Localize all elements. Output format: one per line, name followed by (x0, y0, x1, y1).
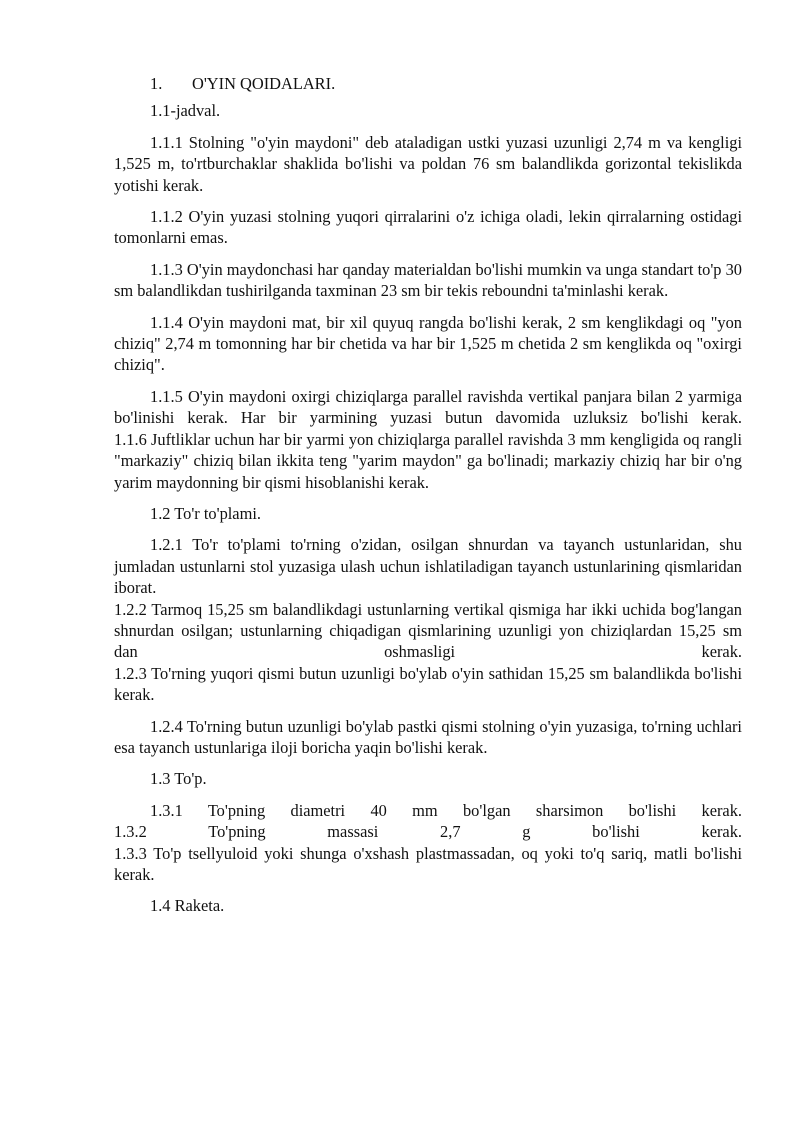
section-1-2-title: 1.2 To'r to'plami. (150, 503, 261, 523)
paragraph-1-2-3: 1.2.3 To'rning yuqori qismi butun uzunligi bo'ylab o'yin sathidan 15,25 sm balandlikda bo'lishi kerak. (114, 663, 742, 705)
heading-title: O'YIN QOIDALARI. (192, 74, 336, 93)
paragraph-1-1-3: 1.1.3 O'yin maydonchasi har qanday materialdan bo'lishi mumkin va unga standart to'p 30 sm balandlikdan tushirilganda taxminan 23 sm bir tekis reboundni ta'minlashi kerak. (114, 259, 742, 301)
section-1-3-title: 1.3 To'p. (150, 769, 207, 789)
paragraph-1-3-2: 1.3.2 To'pning massasi 2,7 g bo'lishi kerak. (114, 822, 742, 842)
section-1-1-title: 1.1-jadval. (150, 101, 221, 121)
paragraph-1-3-3: 1.3.3 To'p tsellyuloid yoki shunga o'xshash plastmassadan, oq yoki to'q sariq, matli bo'lishi kerak. (114, 843, 742, 884)
document-page (114, 73, 742, 927)
paragraph-1-1-6: 1.1.6 Juftliklar uchun har bir yarmi yon chiziqlarga parallel ravishda 3 mm kengligida oq rangli "markaziy" chiziq bilan ikkita teng "yarim maydon" ga bo'linadi; markaziy chiziq har bir o'ng yarim maydonning bir qismi hisoblanishi kerak. (114, 429, 742, 492)
paragraph-1-1-1: 1.1.1 Stolning "o'yin maydoni" deb ataladigan ustki yuzasi uzunligi 2,74 m va kengligi 1,525 m, to'rtburchaklar shaklida bo'lishi va poldan 76 sm balandlikda gorizontal tekislikda yotishi kerak. (114, 132, 742, 195)
paragraph-1-2-4: 1.2.4 To'rning butun uzunligi bo'ylab pastki qismi stolning o'yin yuzasiga, to'rning uchlari esa tayanch ustunlariga iloji boricha yaqin bo'lishi kerak. (114, 716, 742, 757)
paragraph-1-1-5: 1.1.5 O'yin maydoni oxirgi chiziqlarga parallel ravishda vertikal panjara bilan 2 yarmiga bo'linishi kerak. Har bir yarmining yuzasi butun davomida uzluksiz bo'lishi kerak. (114, 386, 742, 428)
paragraph-1-1-4: 1.1.4 O'yin maydoni mat, bir xil quyuq rangda bo'lishi kerak, 2 sm kenglikdagi oq "yon chiziq" 2,74 m tomonning har bir chetida va har bir 1,525 m chetida 2 sm kenglikda oq "oxirgi chiziq". (114, 312, 742, 375)
paragraph-1-1-2: 1.1.2 O'yin yuzasi stolning yuqori qirralarini o'z ichiga oladi, lekin qirralarning ostidagi tomonlarni emas. (114, 207, 742, 248)
paragraph-1-2-1: 1.2.1 To'r to'plami to'rning o'zidan, osilgan shnurdan va tayanch ustunlaridan, shu jumladan ustunlarni stol yuzasiga ulash uchun ishlatiladigan tayanch ustunlarining qismlaridan iborat. (114, 535, 742, 598)
main-heading (114, 73, 742, 94)
section-1-4-title: 1.4 Raketa. (150, 896, 225, 916)
paragraph-1-3-1: 1.3.1 To'pning diametri 40 mm bo'lgan sharsimon bo'lishi kerak. (150, 800, 742, 820)
paragraph-1-2-2: 1.2.2 Tarmoq 15,25 sm balandlikdagi ustunlarning vertikal qismiga har ikki uchida bog'langan shnurdan osilgan; ustunlarning chiqadigan qismlarining uzunligi yon chiziqlardan 15,25 sm dan oshmasligi kerak. (114, 599, 742, 662)
heading-number: 1. (150, 74, 163, 93)
